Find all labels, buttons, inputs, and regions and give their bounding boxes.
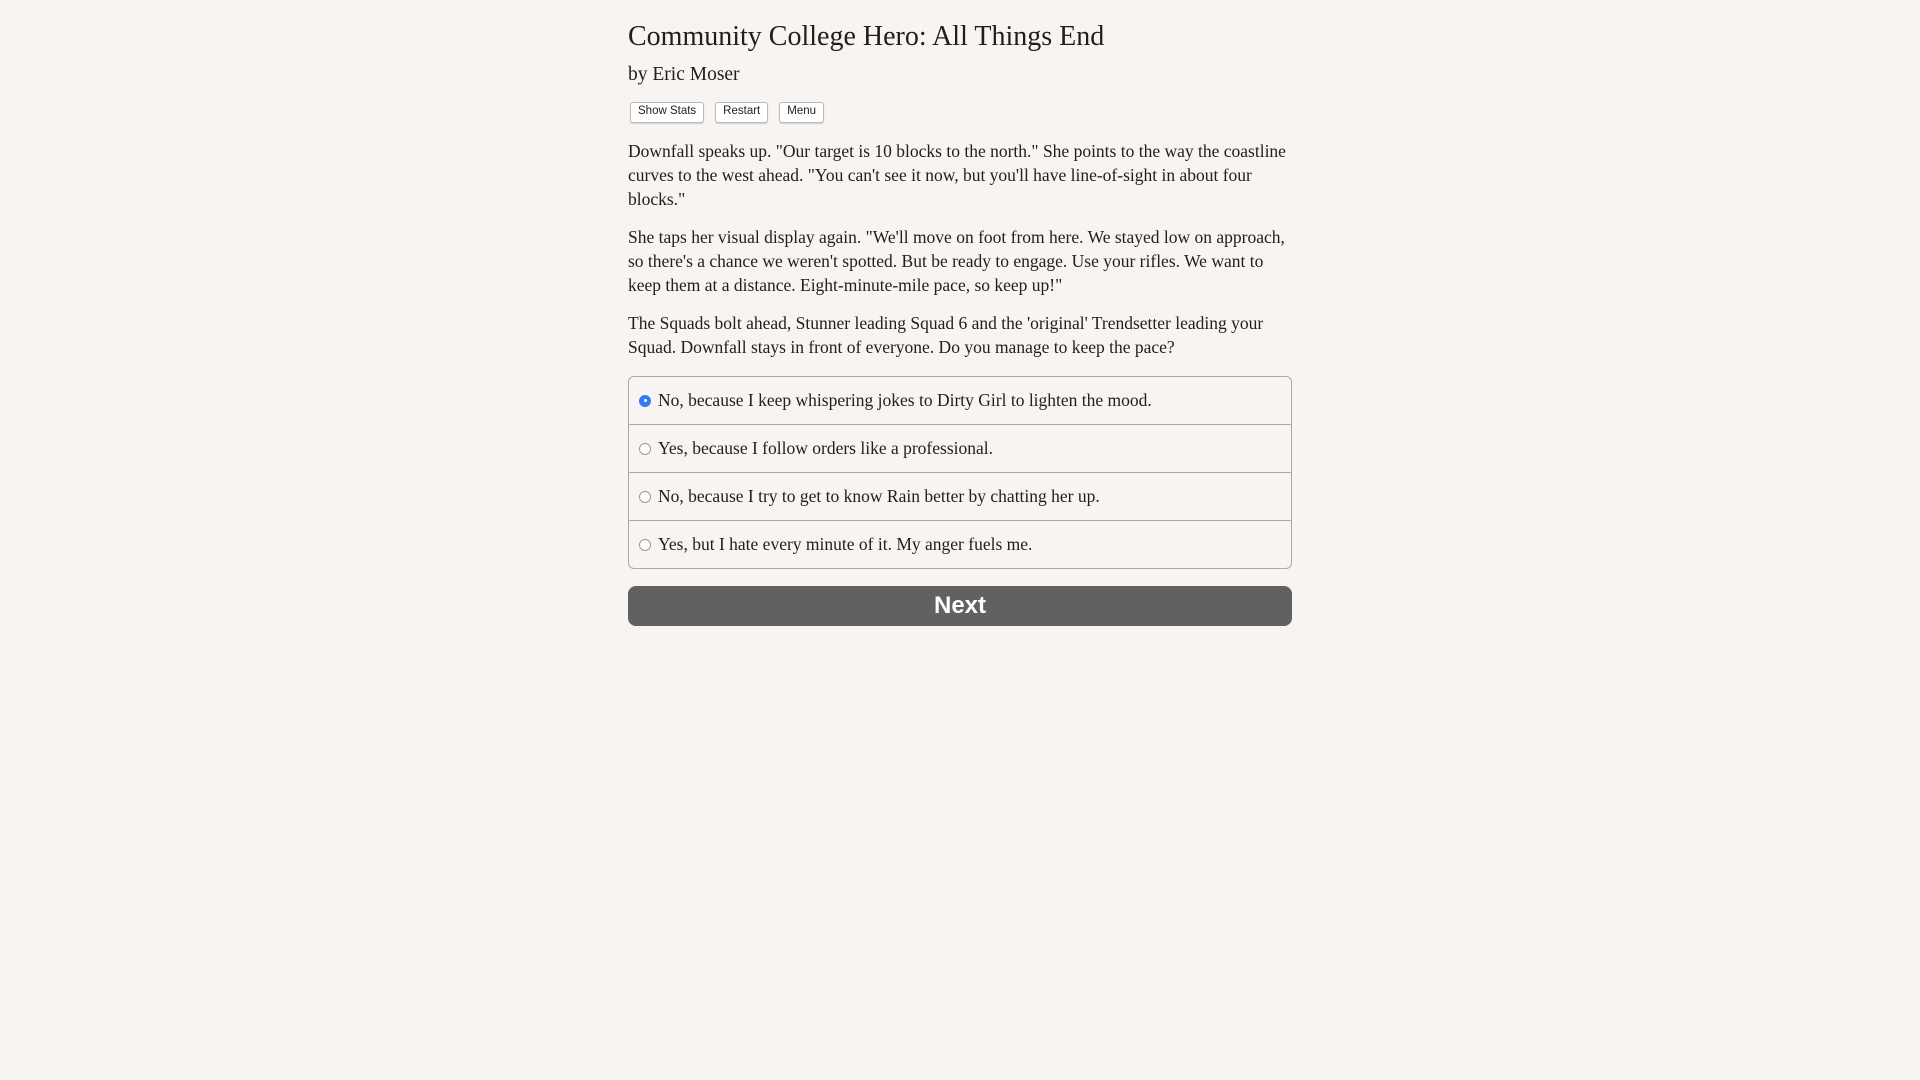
choice-label: Yes, but I hate every minute of it. My anger fuels me. (658, 534, 1033, 554)
choice-option[interactable] (629, 424, 1291, 472)
author-byline: by Eric Moser (628, 64, 740, 85)
story-paragraph: Downfall speaks up. "Our target is 10 blocks to the north." She points to the way the coastline curves to the west ahead. "You can't see it now, but you'll have line-of-sight in about four blocks." (628, 141, 1286, 209)
toolbar (628, 102, 1292, 123)
radio-icon[interactable] (639, 539, 651, 551)
choice-label: Yes, because I follow orders like a professional. (658, 438, 994, 458)
restart-button[interactable]: Restart (715, 102, 768, 123)
story-paragraph: The Squads bolt ahead, Stunner leading Squad 6 and the 'original' Trendsetter leading your Squad. Downfall stays in front of everyone. Do you manage to keep the pace? (628, 313, 1264, 357)
choice-option[interactable] (629, 520, 1291, 568)
choice-label: No, because I keep whispering jokes to Dirty Girl to lighten the mood. (658, 390, 1152, 410)
radio-selected-icon[interactable] (639, 395, 651, 407)
choice-option[interactable] (629, 377, 1291, 424)
story-column (628, 0, 1292, 626)
show-stats-button[interactable]: Show Stats (630, 102, 704, 123)
radio-icon[interactable] (639, 491, 651, 503)
next-button[interactable]: Next (628, 586, 1292, 626)
menu-button[interactable]: Menu (779, 102, 824, 123)
choice-list (628, 376, 1292, 569)
choice-option[interactable] (629, 472, 1291, 520)
story-paragraph: She taps her visual display again. "We'll move on foot from here. We stayed low on approach, so there's a chance we weren't spotted. But be ready to engage. Use your rifles. We want to keep them at a distance. Eight-minute-mile pace, so keep up!" (628, 227, 1285, 295)
radio-icon[interactable] (639, 443, 651, 455)
choice-label: No, because I try to get to know Rain better by chatting her up. (658, 486, 1100, 506)
game-title: Community College Hero: All Things End (628, 21, 1105, 52)
